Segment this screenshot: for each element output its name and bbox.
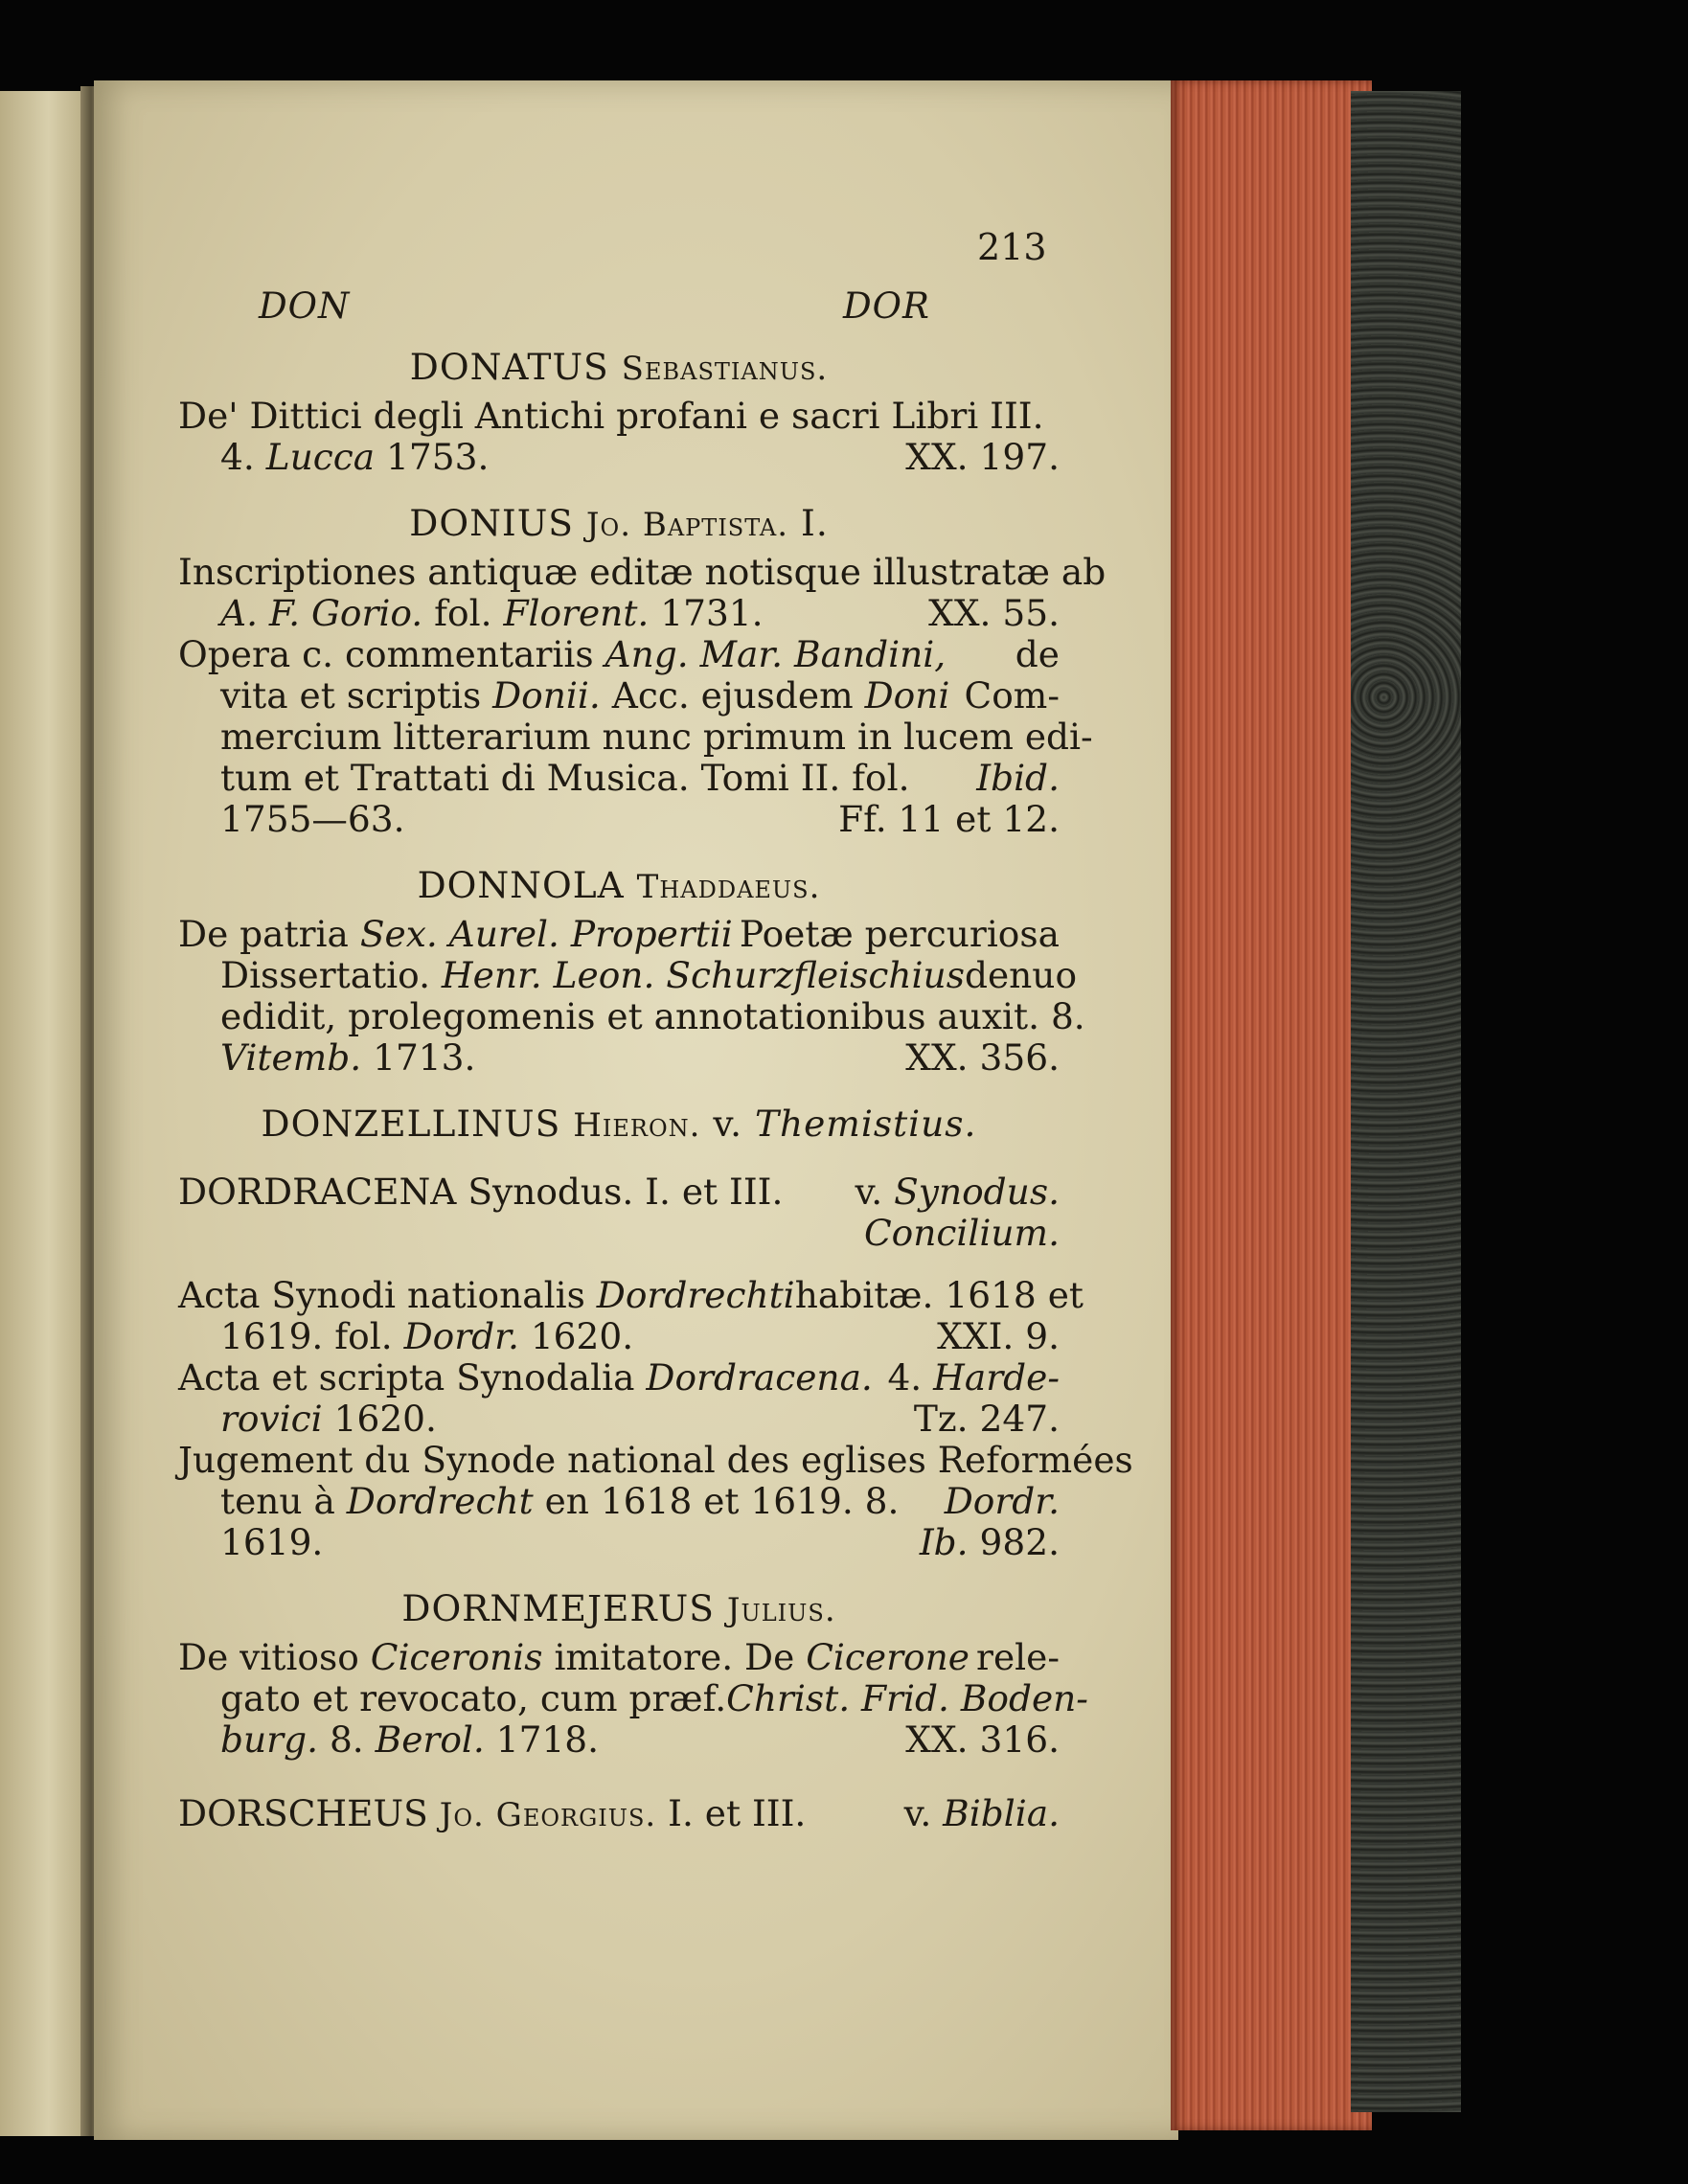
line-text: habitæ. 1618 et bbox=[794, 1274, 1084, 1316]
format: 4. bbox=[887, 1356, 923, 1399]
line-text: en 1618 et 1619. 8. bbox=[544, 1480, 900, 1522]
line-text: Opera c. commentariis bbox=[178, 633, 594, 675]
heading-forename: Thaddaeus. bbox=[636, 868, 821, 906]
line-text: Poetæ percuriosa bbox=[739, 913, 1060, 955]
line-text: Dissertatio. bbox=[220, 954, 430, 996]
line-text: De vitioso bbox=[178, 1636, 359, 1678]
entry-heading bbox=[178, 865, 1060, 908]
entry-heading bbox=[178, 1103, 1060, 1147]
see-marker: v. bbox=[855, 1171, 883, 1213]
person-name: Christ. Frid. Boden- bbox=[726, 1677, 1088, 1719]
entry-line bbox=[178, 1316, 1060, 1357]
entry-line bbox=[178, 551, 1106, 593]
cross-reference: Synodus. bbox=[894, 1171, 1060, 1213]
ibidem: Ib. bbox=[919, 1521, 969, 1563]
place: Berol. bbox=[375, 1718, 485, 1761]
entry-line bbox=[178, 1481, 1060, 1522]
heading-volume: I. bbox=[801, 502, 829, 544]
line-text: denuo bbox=[964, 954, 1078, 996]
entry-line bbox=[178, 1274, 1084, 1316]
line-text: vita et scriptis bbox=[220, 674, 482, 717]
entry-line bbox=[178, 1213, 1060, 1254]
entry-line bbox=[178, 1677, 1088, 1719]
entry-donzellinus bbox=[178, 1103, 1060, 1147]
cross-reference: Themistius. bbox=[754, 1103, 977, 1145]
heading-surname: DORDRACENA bbox=[178, 1171, 457, 1213]
place: Dordrecht bbox=[346, 1480, 534, 1522]
person-name: Henr. Leon. Schurzfleischius bbox=[441, 954, 965, 996]
cross-reference: Concilium. bbox=[863, 1212, 1060, 1254]
see-marker: v. bbox=[903, 1792, 932, 1834]
entry-line bbox=[178, 1439, 1133, 1481]
year: 1755—63. bbox=[220, 798, 405, 840]
year: 1718. bbox=[495, 1718, 600, 1761]
line-text: De patria bbox=[178, 913, 349, 955]
person-name: Sex. Aurel. Propertii bbox=[359, 913, 733, 955]
entry-donatus bbox=[178, 347, 1060, 478]
heading-surname: DORNMEJERUS bbox=[401, 1587, 715, 1629]
entry-donius bbox=[178, 502, 1106, 840]
place: Harde- bbox=[933, 1356, 1060, 1399]
heading-forename: Jo. Georgius. bbox=[439, 1796, 657, 1834]
entry-donnola bbox=[178, 864, 1085, 1079]
entry-line bbox=[178, 437, 1060, 478]
place: Dordrechti bbox=[596, 1274, 795, 1316]
entry-line bbox=[178, 995, 1085, 1037]
format: 4. bbox=[220, 436, 255, 478]
entry-line bbox=[178, 799, 1060, 840]
entry-line bbox=[178, 758, 1060, 799]
running-head-right: DOR bbox=[843, 285, 930, 327]
entry-heading bbox=[178, 1793, 1060, 1836]
line-text: de bbox=[1015, 633, 1060, 675]
line-text: imitatore. De bbox=[554, 1636, 795, 1678]
entry-line bbox=[178, 1357, 1060, 1399]
shelf-ref: XX. 316. bbox=[905, 1718, 1060, 1761]
person-name: Doni bbox=[864, 674, 950, 717]
entry-line bbox=[178, 954, 1078, 996]
entry-line bbox=[178, 1399, 1060, 1440]
place: Lucca bbox=[265, 436, 376, 478]
shelf-ref: XX. 356. bbox=[905, 1036, 1060, 1079]
line-text: Acta et scripta Synodalia bbox=[178, 1356, 635, 1399]
shelf-ref: XX. 197. bbox=[905, 436, 1060, 478]
entry-heading bbox=[178, 1172, 1060, 1213]
line-text: tum et Trattati di Musica. Tomi II. fol. bbox=[220, 757, 910, 799]
line-text: De' Dittici degli Antichi profani e sacri Libri III. bbox=[178, 395, 1044, 437]
entry-dornmejerus bbox=[178, 1587, 1088, 1761]
line-text: 1619. fol. bbox=[220, 1315, 393, 1357]
year: 1753. bbox=[386, 436, 490, 478]
heading-forename: Synodus. bbox=[468, 1171, 634, 1213]
page-text bbox=[178, 346, 1133, 1861]
shelf-ref: XXI. 9. bbox=[937, 1315, 1060, 1357]
place: rovici bbox=[220, 1398, 323, 1440]
running-head-left: DON bbox=[259, 285, 351, 327]
heading-surname: DONATUS bbox=[409, 346, 609, 388]
heading-forename: Hieron. bbox=[573, 1106, 701, 1145]
see-marker: v. bbox=[713, 1103, 743, 1145]
heading-volume: I. et III. bbox=[645, 1171, 784, 1213]
entry-line bbox=[178, 1637, 1060, 1678]
entry-heading bbox=[178, 503, 1060, 546]
entry-heading bbox=[178, 1588, 1060, 1631]
entry-line bbox=[178, 675, 1060, 717]
place: Vitemb. bbox=[220, 1036, 362, 1079]
heading-surname: DONZELLINUS bbox=[261, 1103, 561, 1145]
entry-dordracena bbox=[178, 1171, 1133, 1563]
person-name: Cicerone bbox=[806, 1636, 969, 1678]
line-text: tenu à bbox=[220, 1480, 335, 1522]
entry-line bbox=[178, 1522, 1060, 1563]
heading-surname: DONNOLA bbox=[417, 864, 625, 906]
cross-reference: Biblia. bbox=[943, 1792, 1060, 1834]
place: Dordracena. bbox=[646, 1356, 873, 1399]
person-name: Ang. Mar. Bandini, bbox=[604, 633, 947, 675]
heading-forename: Julius. bbox=[726, 1591, 836, 1629]
heading-surname: DORSCHEUS bbox=[178, 1792, 428, 1834]
editor: A. F. Gorio. bbox=[220, 592, 423, 634]
entry-dorscheus bbox=[178, 1793, 1060, 1836]
entry-heading bbox=[178, 347, 1060, 390]
shelf-ref: Ff. 11 et 12. bbox=[838, 798, 1060, 840]
year: 1620. bbox=[530, 1315, 634, 1357]
entry-line bbox=[178, 716, 1093, 758]
line-text: Acc. ejusdem bbox=[611, 674, 854, 717]
line-text: gato et revocato, cum præf. bbox=[220, 1677, 727, 1719]
person-name: Donii. bbox=[492, 674, 601, 717]
line-text: Acta Synodi nationalis bbox=[178, 1274, 585, 1316]
line-text: Inscriptiones antiquæ editæ notisque illustratæ ab bbox=[178, 551, 1106, 593]
shelf-ref: XX. 55. bbox=[928, 592, 1060, 634]
line-text: rele- bbox=[976, 1636, 1060, 1678]
entry-line bbox=[178, 593, 1060, 634]
heading-forename: Jo. Baptista. bbox=[585, 506, 789, 544]
place: Florent. bbox=[503, 592, 650, 634]
shelf-ref: Tz. 247. bbox=[913, 1398, 1060, 1440]
person-name: burg. bbox=[220, 1718, 319, 1761]
page-number: 213 bbox=[977, 226, 1047, 268]
entry-line bbox=[178, 634, 1060, 675]
entry-line bbox=[178, 1719, 1060, 1761]
entry-line bbox=[178, 396, 1060, 437]
left-page-edge bbox=[0, 91, 88, 2136]
heading-forename: Sebastianus. bbox=[621, 350, 829, 388]
line-text: Jugement du Synode national des eglises Reformées bbox=[178, 1439, 1133, 1481]
line-text: edidit, prolegomenis et annotationibus auxit. 8. bbox=[220, 995, 1085, 1037]
place: Ibid. bbox=[976, 757, 1060, 799]
imprint bbox=[220, 437, 489, 478]
page-block-edge bbox=[1171, 80, 1372, 2130]
place: Dordr. bbox=[403, 1315, 519, 1357]
place: Dordr. bbox=[944, 1480, 1060, 1522]
year: 1731. bbox=[660, 592, 764, 634]
entry-line bbox=[178, 1037, 1060, 1079]
format: 8. bbox=[329, 1718, 364, 1761]
year: 1620. bbox=[333, 1398, 437, 1440]
person-name: Ciceronis bbox=[370, 1636, 543, 1678]
year: 1619. bbox=[220, 1521, 324, 1563]
shelf-ref: 982. bbox=[979, 1521, 1060, 1563]
line-text: mercium litterarium nunc primum in lucem edi- bbox=[220, 716, 1093, 758]
format: fol. bbox=[434, 592, 492, 634]
year: 1713. bbox=[373, 1036, 476, 1079]
book-cover bbox=[1351, 91, 1461, 2112]
line-text: Com- bbox=[964, 674, 1060, 717]
heading-surname: DONIUS bbox=[409, 502, 574, 544]
entry-line bbox=[178, 914, 1060, 955]
heading-volume: I. et III. bbox=[668, 1792, 807, 1834]
